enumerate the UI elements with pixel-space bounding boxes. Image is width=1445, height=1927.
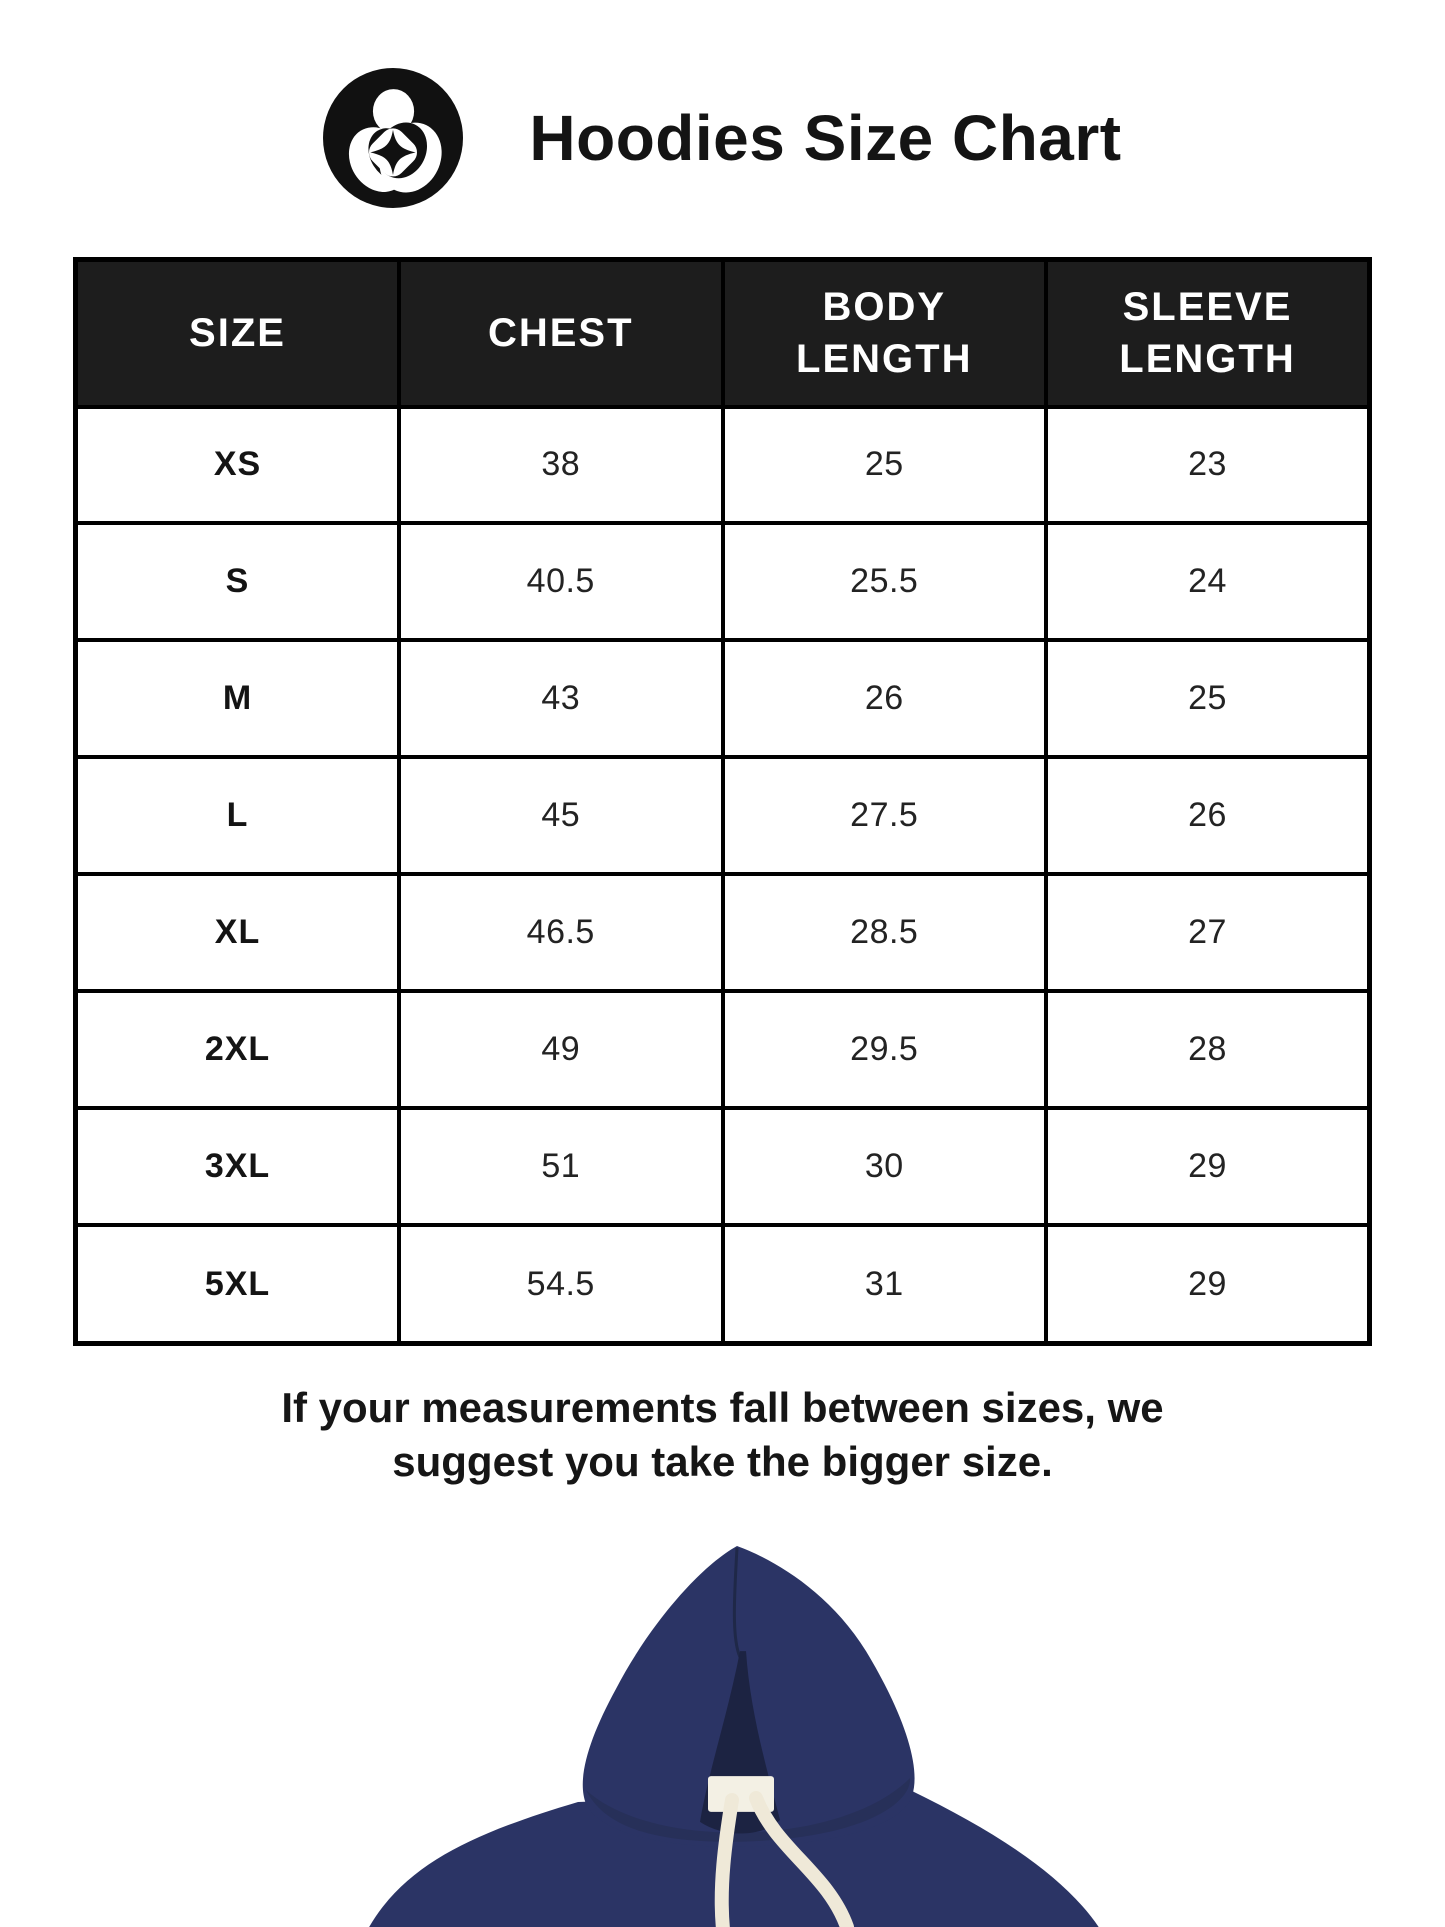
column-header-sleeve-length: SLEEVE LENGTH (1046, 260, 1370, 407)
body-length-cell: 25 (723, 407, 1047, 524)
table-row-s (76, 523, 1370, 640)
column-header-body-length: BODY LENGTH (723, 260, 1047, 407)
fit-note-line-1: If your measurements fall between sizes, we (281, 1384, 1164, 1431)
size-chart-table (73, 257, 1372, 1346)
size-cell: 2XL (76, 991, 400, 1108)
parent-and-child-sparkle-icon (323, 68, 463, 208)
fit-note (0, 1381, 1445, 1489)
table-row-2xl (76, 991, 1370, 1108)
body-length-cell: 30 (723, 1108, 1047, 1225)
body-length-cell: 31 (723, 1225, 1047, 1343)
table-row-m (76, 640, 1370, 757)
sleeve-length-cell: 28 (1046, 991, 1370, 1108)
sleeve-length-cell: 29 (1046, 1225, 1370, 1343)
table-row-xl (76, 874, 1370, 991)
chest-cell: 45 (399, 757, 723, 874)
sleeve-length-cell: 27 (1046, 874, 1370, 991)
brand-header (0, 68, 1445, 208)
chest-cell: 51 (399, 1108, 723, 1225)
column-header-size: SIZE (76, 260, 400, 407)
table-row-3xl (76, 1108, 1370, 1225)
column-header-chest: CHEST (399, 260, 723, 407)
body-length-cell: 28.5 (723, 874, 1047, 991)
body-length-cell: 29.5 (723, 991, 1047, 1108)
chest-cell: 38 (399, 407, 723, 524)
body-length-cell: 27.5 (723, 757, 1047, 874)
hoodie-product-image (350, 1540, 1130, 1927)
chest-cell: 49 (399, 991, 723, 1108)
body-length-cell: 26 (723, 640, 1047, 757)
sleeve-length-cell: 26 (1046, 757, 1370, 874)
fit-note-line-2: suggest you take the bigger size. (392, 1438, 1053, 1485)
sleeve-length-cell: 23 (1046, 407, 1370, 524)
sleeve-length-cell: 25 (1046, 640, 1370, 757)
chest-cell: 46.5 (399, 874, 723, 991)
size-cell: 5XL (76, 1225, 400, 1343)
chest-cell: 54.5 (399, 1225, 723, 1343)
chest-cell: 43 (399, 640, 723, 757)
table-row-l (76, 757, 1370, 874)
table-row-5xl (76, 1225, 1370, 1343)
table-row-xs (76, 407, 1370, 524)
table-header-row (76, 260, 1370, 407)
size-cell: L (76, 757, 400, 874)
size-cell: 3XL (76, 1108, 400, 1225)
body-length-cell: 25.5 (723, 523, 1047, 640)
chest-cell: 40.5 (399, 523, 723, 640)
sleeve-length-cell: 24 (1046, 523, 1370, 640)
page-title: Hoodies Size Chart (529, 102, 1122, 174)
size-cell: XL (76, 874, 400, 991)
size-cell: XS (76, 407, 400, 524)
sleeve-length-cell: 29 (1046, 1108, 1370, 1225)
size-cell: M (76, 640, 400, 757)
size-cell: S (76, 523, 400, 640)
